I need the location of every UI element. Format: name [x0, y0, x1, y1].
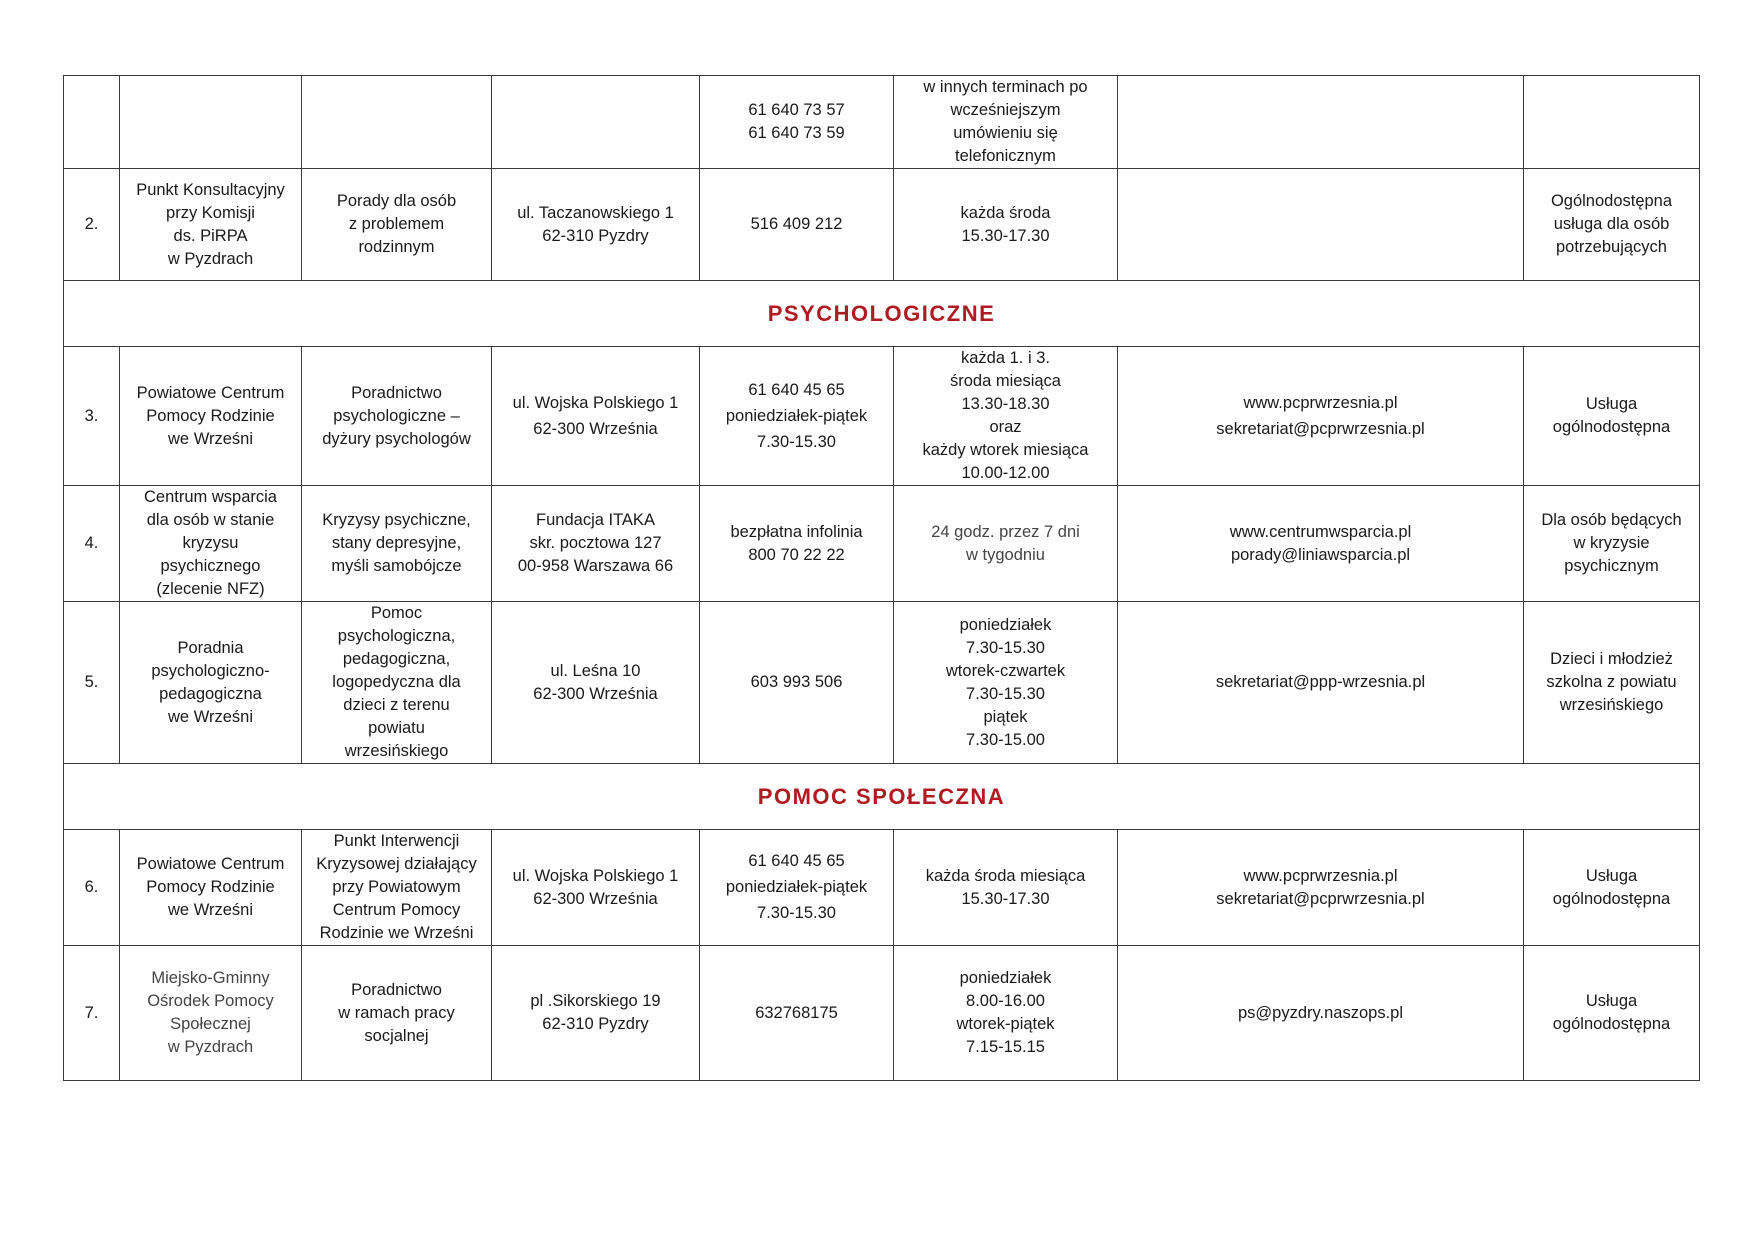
hours-cell: poniedziałek 7.30-15.30 wtorek-czwartek 7.30-15.30 piątek 7.30-15.00	[894, 602, 1118, 764]
phone-cell: 632768175	[700, 946, 894, 1081]
address-cell: Fundacja ITAKA skr. pocztowa 127 00-958 Warszawa 66	[492, 486, 700, 602]
phone-cell: 61 640 73 57 61 640 73 59	[700, 76, 894, 169]
email-link[interactable]: sekretariat@pcprwrzesnia.pl	[1216, 419, 1425, 438]
table-row	[64, 169, 1700, 281]
address-cell: ul. Wojska Polskiego 1 62-300 Września	[492, 347, 700, 486]
contact-cell	[1118, 602, 1524, 764]
service-cell: Poradnictwo w ramach pracy socjalnej	[302, 946, 492, 1081]
section-header-row	[64, 281, 1700, 347]
hours-cell: każda środa miesiąca 15.30-17.30	[894, 830, 1118, 946]
address-cell: ul. Leśna 10 62-300 Września	[492, 602, 700, 764]
recipients-cell: Dla osób będących w kryzysie psychicznym	[1524, 486, 1700, 602]
service-cell: Porady dla osób z problemem rodzinnym	[302, 169, 492, 281]
service-cell: Poradnictwo psychologiczne – dyżury psychologów	[302, 347, 492, 486]
phone-cell: 61 640 45 65 poniedziałek-piątek 7.30-15.30	[700, 347, 894, 486]
recipients-cell: Usługa ogólnodostępna	[1524, 347, 1700, 486]
service-cell: Pomoc psychologiczna, pedagogiczna, logopedyczna dla dzieci z terenu powiatu wrzesińskiego	[302, 602, 492, 764]
section-header-row	[64, 764, 1700, 830]
recipients-cell: Usługa ogólnodostępna	[1524, 830, 1700, 946]
hours-cell: każda środa 15.30-17.30	[894, 169, 1118, 281]
contact-cell	[1118, 169, 1524, 281]
contact-cell	[1118, 486, 1524, 602]
service-cell	[302, 76, 492, 169]
hours-cell: poniedziałek 8.00-16.00 wtorek-piątek 7.15-15.15	[894, 946, 1118, 1081]
website-link[interactable]: www.pcprwrzesnia.pl	[1243, 866, 1398, 885]
row-number: 6.	[64, 830, 120, 946]
institution-cell: Punkt Konsultacyjny przy Komisji ds. PiRPA w Pyzdrach	[120, 169, 302, 281]
email-link[interactable]: ps@pyzdry.naszops.pl	[1237, 1003, 1404, 1022]
hours-cell: w innych terminach po wcześniejszym umówieniu się telefonicznym	[894, 76, 1118, 169]
contact-cell	[1118, 347, 1524, 486]
table-row	[64, 486, 1700, 602]
row-number: 2.	[64, 169, 120, 281]
contact-cell	[1118, 946, 1524, 1081]
recipients-cell: Usługa ogólnodostępna	[1524, 946, 1700, 1081]
address-cell: ul. Taczanowskiego 1 62-310 Pyzdry	[492, 169, 700, 281]
website-link[interactable]: www.centrumwsparcia.pl	[1229, 522, 1412, 541]
institution-cell: Powiatowe Centrum Pomocy Rodzinie we Wrześni	[120, 830, 302, 946]
phone-cell: 516 409 212	[700, 169, 894, 281]
address-cell: pl .Sikorskiego 19 62-310 Pyzdry	[492, 946, 700, 1081]
hours-cell: każda 1. i 3. środa miesiąca 13.30-18.30 oraz każdy wtorek miesiąca 10.00-12.00	[894, 347, 1118, 486]
table-row	[64, 946, 1700, 1081]
contact-cell	[1118, 76, 1524, 169]
table-row	[64, 347, 1700, 486]
email-link[interactable]: porady@liniawsparcia.pl	[1230, 545, 1411, 564]
table-row	[64, 76, 1700, 169]
recipients-cell: Dzieci i młodzież szkolna z powiatu wrzesińskiego	[1524, 602, 1700, 764]
email-link[interactable]: sekretariat@pcprwrzesnia.pl	[1216, 889, 1425, 908]
address-cell: ul. Wojska Polskiego 1 62-300 Września	[492, 830, 700, 946]
institution-cell	[120, 76, 302, 169]
institution-cell: Centrum wsparcia dla osób w stanie kryzysu psychicznego (zlecenie NFZ)	[120, 486, 302, 602]
website-link[interactable]: www.pcprwrzesnia.pl	[1243, 393, 1398, 412]
section-title: POMOC SPOŁECZNA	[64, 764, 1700, 830]
row-number: 7.	[64, 946, 120, 1081]
phone-cell: 603 993 506	[700, 602, 894, 764]
institution-cell: Miejsko-Gminny Ośrodek Pomocy Społecznej w Pyzdrach	[120, 946, 302, 1081]
institution-cell: Poradnia psychologiczno- pedagogiczna we Wrześni	[120, 602, 302, 764]
row-number: 5.	[64, 602, 120, 764]
row-number	[64, 76, 120, 169]
email-link[interactable]: sekretariat@ppp-wrzesnia.pl	[1215, 673, 1426, 691]
recipients-cell	[1524, 76, 1700, 169]
address-cell	[492, 76, 700, 169]
contact-cell	[1118, 830, 1524, 946]
institution-cell: Powiatowe Centrum Pomocy Rodzinie we Wrześni	[120, 347, 302, 486]
help-services-table	[63, 75, 1700, 1081]
service-cell: Punkt Interwencji Kryzysowej działający przy Powiatowym Centrum Pomocy Rodzinie we Wrześni	[302, 830, 492, 946]
service-cell: Kryzysy psychiczne, stany depresyjne, myśli samobójcze	[302, 486, 492, 602]
table-row	[64, 602, 1700, 764]
table-row	[64, 830, 1700, 946]
row-number: 3.	[64, 347, 120, 486]
row-number: 4.	[64, 486, 120, 602]
hours-cell: 24 godz. przez 7 dni w tygodniu	[894, 486, 1118, 602]
phone-cell: 61 640 45 65 poniedziałek-piątek 7.30-15.30	[700, 830, 894, 946]
recipients-cell: Ogólnodostępna usługa dla osób potrzebujących	[1524, 169, 1700, 281]
section-title: PSYCHOLOGICZNE	[64, 281, 1700, 347]
phone-cell: bezpłatna infolinia 800 70 22 22	[700, 486, 894, 602]
